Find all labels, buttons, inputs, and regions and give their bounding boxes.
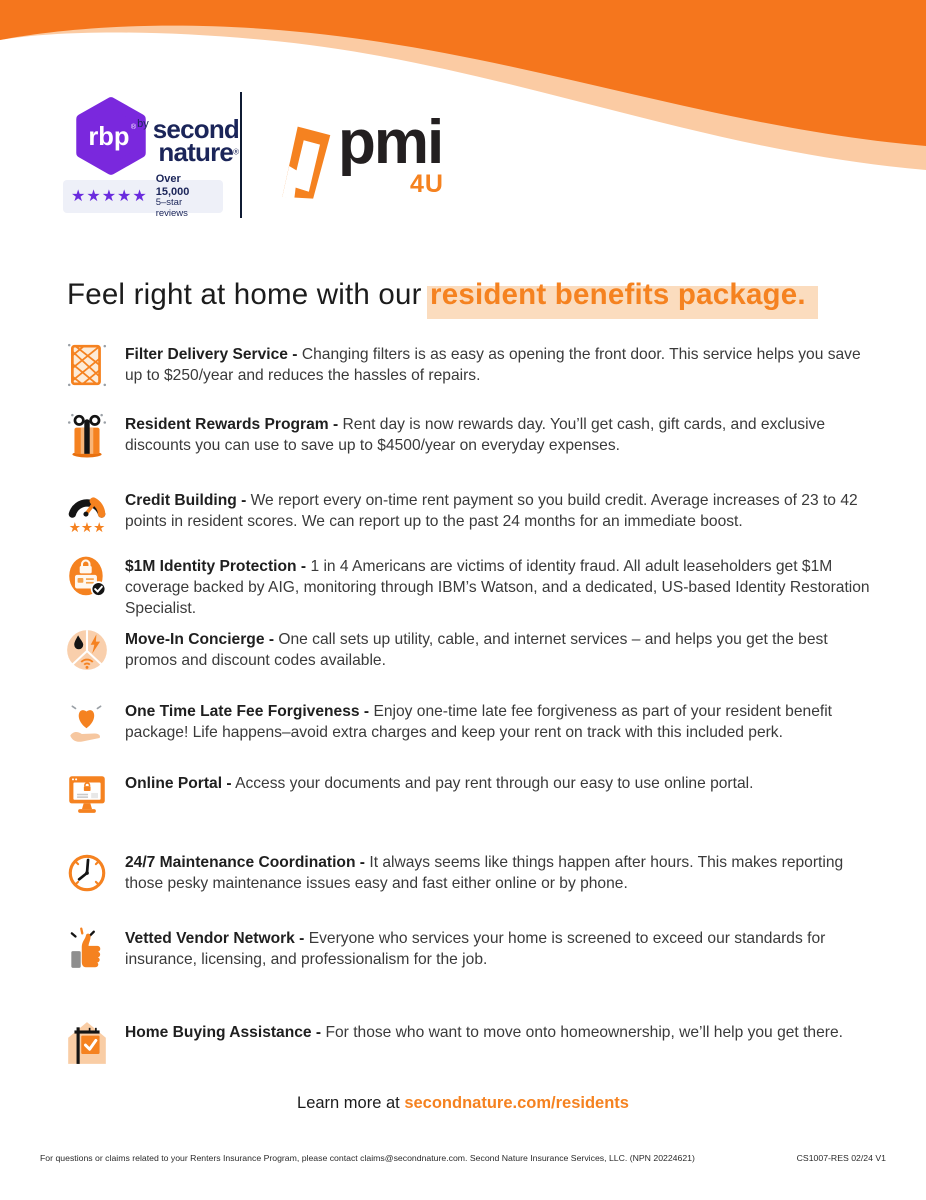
- heart-hand-icon: [66, 699, 108, 745]
- nature-label: nature: [158, 137, 234, 167]
- second-label: second: [152, 114, 239, 144]
- benefit-description: For those who want to move onto homeownership, we’ll help you get there.: [325, 1024, 843, 1041]
- benefit-description: 1 in 4 Americans are victims of identity fraud. All adult leaseholders get $1M coverage backed by AIG, monitoring through IBM’s Watson, and a dedicated, US-based Identity Restoration Specialist.: [125, 558, 870, 617]
- gift-icon: [66, 412, 108, 458]
- benefit-text: [125, 344, 870, 388]
- svg-text:★★★: ★★★: [68, 519, 106, 534]
- online-portal-icon: [66, 771, 108, 817]
- pmi-door-icon: [272, 118, 332, 202]
- benefit-title: 24/7 Maintenance Coordination -: [125, 854, 366, 871]
- rbp-logo-text: rbp: [88, 123, 130, 152]
- reviews-badge: [63, 172, 223, 220]
- home-sign-icon: [66, 1020, 108, 1066]
- thumbs-up-icon: [66, 926, 108, 972]
- benefit-description: Everyone who services your home is screened to exceed our standards for insurance, licensing, and professionalism for the job.: [125, 930, 826, 968]
- headline-highlight: resident benefits package.: [430, 277, 806, 311]
- benefit-title: One Time Late Fee Forgiveness -: [125, 703, 370, 720]
- benefit-text: [125, 490, 870, 534]
- learn-more-line: [0, 1094, 926, 1113]
- benefit-description: Changing filters is as easy as opening the front door. This service helps you save up to $250/year and reduces the hassles of repairs.: [125, 346, 861, 384]
- benefit-text: [125, 928, 870, 972]
- headline-prefix: Feel right at home with our: [67, 277, 431, 311]
- logo-divider: [240, 92, 242, 218]
- footer: [0, 1153, 926, 1163]
- learn-more-prefix: Learn more at: [297, 1094, 405, 1112]
- benefit-description: One call sets up utility, cable, and internet services – and helps you get the best promos and discount codes available.: [125, 631, 828, 669]
- five-stars-icon: ★★★★★: [71, 187, 148, 205]
- rbp-reg-mark: ®: [130, 122, 137, 131]
- benefit-text: [125, 852, 870, 896]
- benefit-title: Vetted Vendor Network -: [125, 930, 305, 947]
- move-in-concierge-icon: [66, 627, 108, 673]
- learn-more-link[interactable]: secondnature.com/residents: [404, 1094, 629, 1112]
- benefit-row-online-portal: [66, 771, 872, 817]
- benefit-title: Online Portal -: [125, 775, 232, 792]
- benefit-title: Home Buying Assistance -: [125, 1024, 322, 1041]
- nature-reg-mark: ®: [233, 147, 239, 157]
- benefit-text: [125, 1022, 870, 1066]
- by-label: by: [137, 118, 149, 130]
- reviews-count: Over 15,000: [155, 172, 190, 198]
- benefit-row-credit-building: [66, 488, 872, 534]
- benefit-row-resident-rewards: [66, 412, 872, 458]
- benefit-text: [125, 629, 870, 673]
- benefit-description: It always seems like things happen after hours. This makes reporting those pesky maintenance issues easy and fast either online or by phone.: [125, 854, 844, 892]
- second-nature-wordmark: [127, 116, 239, 165]
- benefit-title: Resident Rewards Program -: [125, 416, 339, 433]
- benefit-description: Enjoy one-time late fee forgiveness as part of your resident benefit package! Life happens–avoid extra charges and keep your rent on track with this included perk.: [125, 703, 832, 741]
- pmi-4u-label: 4U: [410, 170, 444, 198]
- benefit-row-move-in-concierge: [66, 627, 872, 673]
- pmi-wordmark: pmi: [338, 108, 443, 177]
- identity-protection-icon: [66, 554, 108, 600]
- footer-legal-text: For questions or claims related to your Renters Insurance Program, please contact claims@secondnature.com. Second Nature Insurance Services, LLC. (NPN 20224621): [40, 1153, 695, 1163]
- benefit-row-home-buying: [66, 1020, 872, 1066]
- benefit-row-maintenance: [66, 850, 872, 896]
- credit-gauge-icon: [66, 488, 108, 534]
- reviews-caption: 5–star reviews: [155, 197, 188, 220]
- benefit-text: [125, 414, 870, 458]
- benefit-text: [125, 556, 870, 619]
- benefit-row-late-fee-forgiveness: [66, 699, 872, 745]
- benefit-title: Filter Delivery Service -: [125, 346, 298, 363]
- benefit-row-filter-delivery: [66, 342, 872, 388]
- benefit-text: [125, 773, 870, 817]
- filter-icon: [66, 342, 108, 388]
- benefit-description: Rent day is now rewards day. You’ll get cash, gift cards, and exclusive discounts you can use to save up to $4500/year on everyday expenses.: [125, 416, 826, 454]
- pmi-logo: [272, 108, 444, 202]
- benefit-description: Access your documents and pay rent through our easy to use online portal.: [235, 775, 754, 792]
- benefit-description: We report every on-time rent payment so you build credit. Average increases of 23 to 42 points in resident scores. We can report up to the past 24 months for an immediate boost.: [125, 492, 858, 530]
- clock-icon: [66, 850, 108, 896]
- benefit-title: $1M Identity Protection -: [125, 558, 307, 575]
- benefit-title: Credit Building -: [125, 492, 247, 509]
- footer-doc-code: CS1007-RES 02/24 V1: [796, 1153, 886, 1163]
- benefit-row-vendor-network: [66, 926, 872, 972]
- page-title: [67, 278, 887, 312]
- benefit-row-identity-protection: [66, 554, 872, 619]
- benefit-title: Move-In Concierge -: [125, 631, 275, 648]
- benefit-text: [125, 701, 870, 745]
